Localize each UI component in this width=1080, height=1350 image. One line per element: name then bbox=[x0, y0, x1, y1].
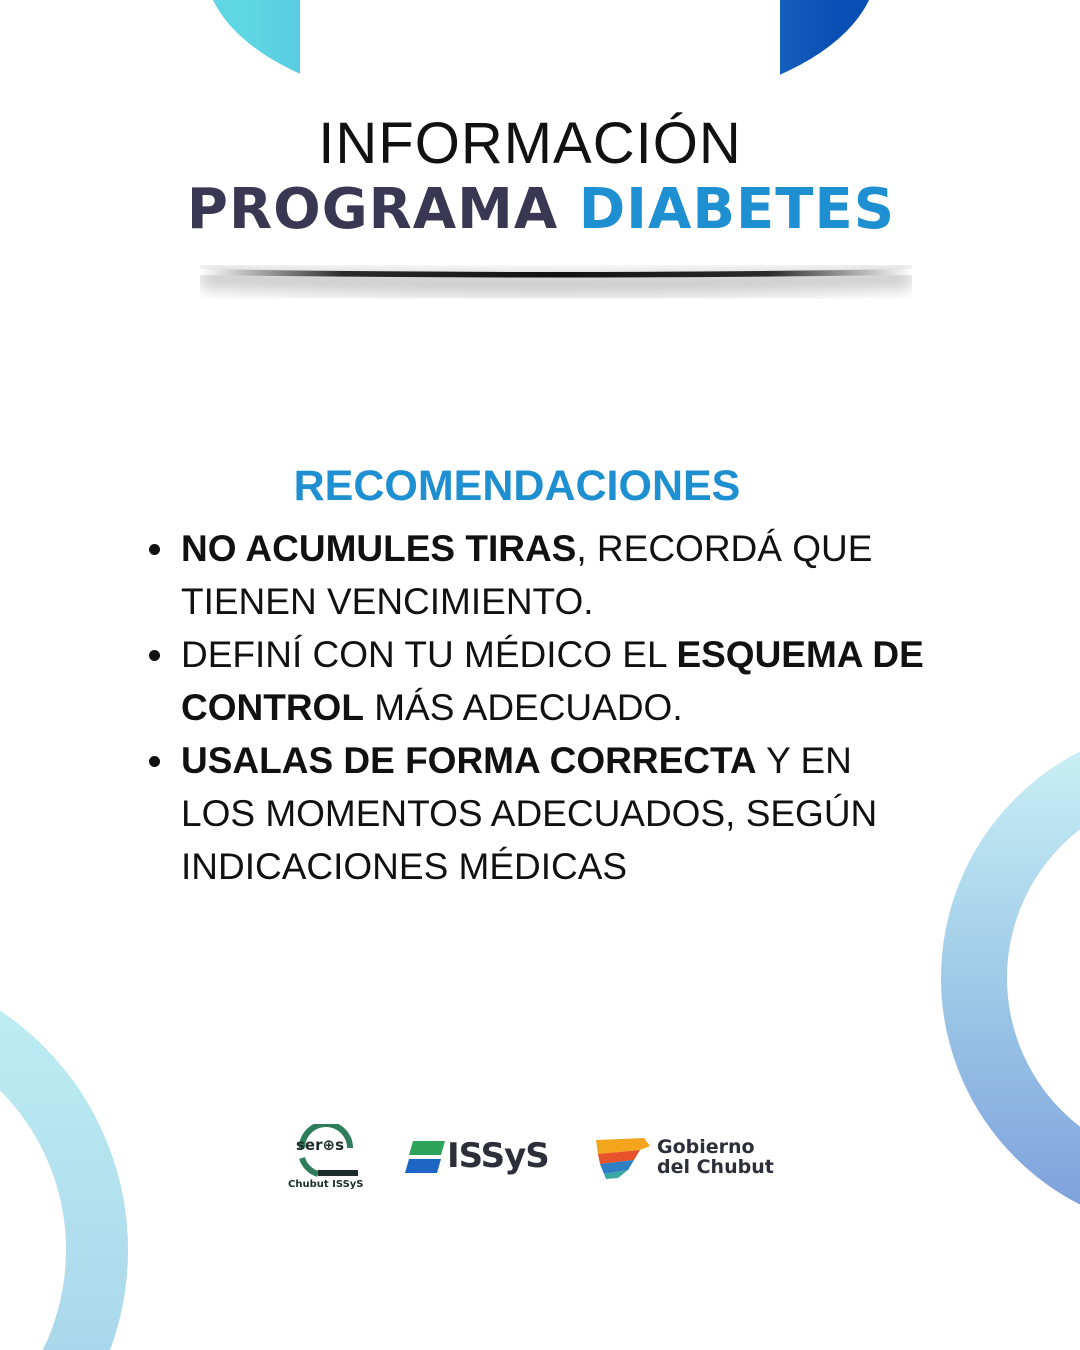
footer-logos bbox=[0, 1120, 1080, 1200]
title-line-1: INFORMACIÓN bbox=[318, 111, 742, 176]
seros-logo bbox=[288, 1124, 364, 1194]
recommendations-list bbox=[140, 522, 930, 893]
gobierno-wordmark bbox=[657, 1137, 774, 1177]
item-bold-text: USALAS DE FORMA CORRECTA bbox=[181, 740, 757, 781]
item-bold-text: NO ACUMULES TIRAS bbox=[181, 528, 577, 569]
title-divider-shadow bbox=[200, 258, 912, 318]
list-item bbox=[140, 522, 930, 628]
gobierno-line-1: Gobierno bbox=[657, 1136, 755, 1158]
gobierno-chubut-logo bbox=[594, 1134, 779, 1184]
item-bold-text: ESQUEMA DE CONTROL bbox=[181, 634, 924, 728]
title-word-diabetes: DIABETES bbox=[578, 177, 896, 242]
item-text: MÁS ADECUADO. bbox=[363, 687, 683, 728]
issys-logo bbox=[405, 1136, 567, 1180]
item-text: Y EN LOS MOMENTOS ADECUADOS, SEGÚN INDICACIONES MÉDICAS bbox=[181, 740, 878, 887]
list-item bbox=[140, 628, 930, 734]
recommendations-heading: RECOMENDACIONES bbox=[293, 462, 741, 510]
item-text: , RECORDÁ QUE TIENEN VENCIMIENTO. bbox=[181, 528, 873, 622]
list-item bbox=[140, 734, 930, 893]
issys-wordmark: ISSyS bbox=[447, 1136, 549, 1176]
gobierno-line-2: del Chubut bbox=[657, 1156, 774, 1178]
item-text: DEFINÍ CON TU MÉDICO EL bbox=[181, 634, 677, 675]
title-line-2 bbox=[0, 177, 1080, 242]
seros-wordmark: ser⊕s bbox=[296, 1136, 344, 1154]
title-word-programa: PROGRAMA bbox=[186, 177, 559, 242]
seros-subtitle: Chubut ISSyS bbox=[288, 1179, 364, 1190]
